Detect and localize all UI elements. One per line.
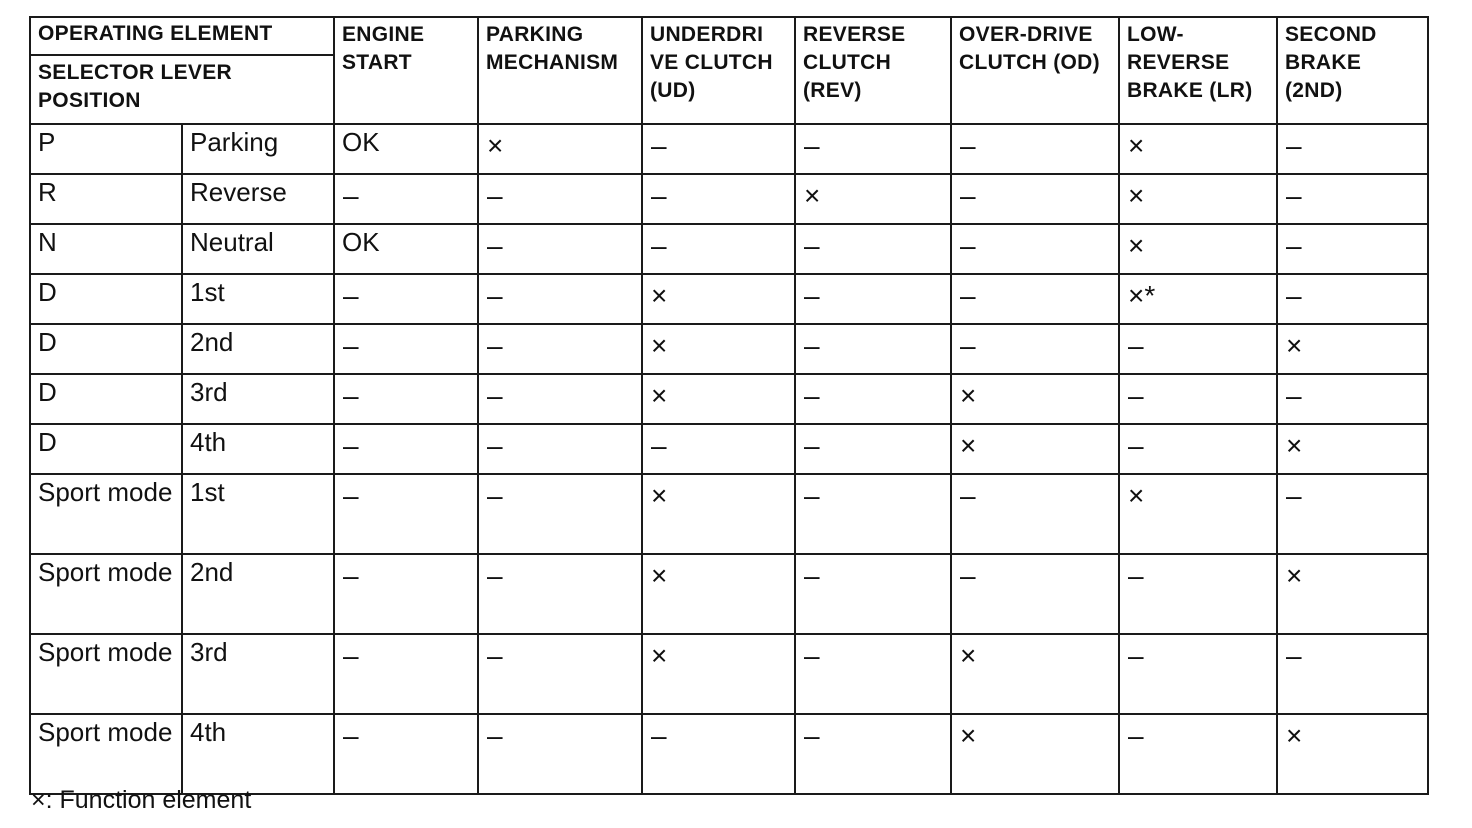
low-reverse-brake-cell: –: [1119, 374, 1277, 424]
table-row: [30, 554, 1428, 634]
header-second-brake: SECOND BRAKE (2ND): [1277, 17, 1428, 124]
table-row: [30, 274, 1428, 324]
gear-cell: Neutral: [182, 224, 334, 274]
underdrive-clutch-cell: ×: [642, 324, 795, 374]
selector-position-cell: N: [30, 224, 182, 274]
selector-position-cell: Sport mode: [30, 714, 182, 794]
table-body: [30, 124, 1428, 794]
underdrive-clutch-cell: –: [642, 714, 795, 794]
reverse-clutch-cell: –: [795, 374, 951, 424]
parking-mechanism-cell: –: [478, 714, 642, 794]
selector-position-cell: Sport mode: [30, 474, 182, 554]
overdrive-clutch-cell: –: [951, 324, 1119, 374]
reverse-clutch-cell: –: [795, 324, 951, 374]
engine-start-cell: OK: [334, 124, 478, 174]
low-reverse-brake-cell: ×: [1119, 174, 1277, 224]
low-reverse-brake-cell: ×*: [1119, 274, 1277, 324]
header-underdrive-clutch: UNDERDRI VE CLUTCH (UD): [642, 17, 795, 124]
low-reverse-brake-cell: ×: [1119, 474, 1277, 554]
underdrive-clutch-cell: –: [642, 174, 795, 224]
overdrive-clutch-cell: ×: [951, 634, 1119, 714]
header-parking-mechanism: PARKING MECHANISM: [478, 17, 642, 124]
overdrive-clutch-cell: –: [951, 124, 1119, 174]
underdrive-clutch-cell: ×: [642, 554, 795, 634]
second-brake-cell: –: [1277, 374, 1428, 424]
reverse-clutch-cell: –: [795, 224, 951, 274]
underdrive-clutch-cell: –: [642, 224, 795, 274]
parking-mechanism-cell: –: [478, 634, 642, 714]
low-reverse-brake-cell: –: [1119, 324, 1277, 374]
engine-start-cell: –: [334, 274, 478, 324]
low-reverse-brake-cell: –: [1119, 714, 1277, 794]
engine-start-cell: –: [334, 554, 478, 634]
table-row: [30, 374, 1428, 424]
reverse-clutch-cell: –: [795, 474, 951, 554]
second-brake-cell: –: [1277, 274, 1428, 324]
underdrive-clutch-cell: –: [642, 124, 795, 174]
low-reverse-brake-cell: –: [1119, 634, 1277, 714]
table-row: [30, 324, 1428, 374]
selector-position-cell: D: [30, 374, 182, 424]
table-row: [30, 224, 1428, 274]
engine-start-cell: –: [334, 374, 478, 424]
underdrive-clutch-cell: –: [642, 424, 795, 474]
second-brake-cell: ×: [1277, 424, 1428, 474]
gear-cell: 4th: [182, 424, 334, 474]
gear-cell: 1st: [182, 274, 334, 324]
gear-cell: 4th: [182, 714, 334, 794]
overdrive-clutch-cell: ×: [951, 374, 1119, 424]
engine-start-cell: –: [334, 424, 478, 474]
parking-mechanism-cell: –: [478, 174, 642, 224]
selector-position-cell: D: [30, 424, 182, 474]
engine-start-cell: –: [334, 634, 478, 714]
overdrive-clutch-cell: ×: [951, 424, 1119, 474]
header-engine-start: ENGINE START: [334, 17, 478, 124]
overdrive-clutch-cell: –: [951, 554, 1119, 634]
operating-element-table-wrapper: [29, 16, 1429, 795]
overdrive-clutch-cell: ×: [951, 714, 1119, 794]
gear-cell: 3rd: [182, 634, 334, 714]
second-brake-cell: ×: [1277, 554, 1428, 634]
selector-position-cell: P: [30, 124, 182, 174]
second-brake-cell: –: [1277, 124, 1428, 174]
parking-mechanism-cell: –: [478, 424, 642, 474]
reverse-clutch-cell: –: [795, 714, 951, 794]
parking-mechanism-cell: –: [478, 474, 642, 554]
engine-start-cell: –: [334, 174, 478, 224]
header-operating-element: OPERATING ELEMENT: [30, 17, 334, 55]
header-low-reverse-brake: LOW-REVERSE BRAKE (LR): [1119, 17, 1277, 124]
table-row: [30, 174, 1428, 224]
second-brake-cell: –: [1277, 634, 1428, 714]
parking-mechanism-cell: –: [478, 224, 642, 274]
reverse-clutch-cell: –: [795, 124, 951, 174]
gear-cell: Reverse: [182, 174, 334, 224]
reverse-clutch-cell: ×: [795, 174, 951, 224]
table-row: [30, 474, 1428, 554]
low-reverse-brake-cell: –: [1119, 554, 1277, 634]
parking-mechanism-cell: –: [478, 374, 642, 424]
selector-position-cell: R: [30, 174, 182, 224]
overdrive-clutch-cell: –: [951, 274, 1119, 324]
engine-start-cell: –: [334, 474, 478, 554]
selector-position-cell: Sport mode: [30, 554, 182, 634]
selector-position-cell: D: [30, 324, 182, 374]
reverse-clutch-cell: –: [795, 424, 951, 474]
operating-element-table: [29, 16, 1429, 795]
low-reverse-brake-cell: ×: [1119, 124, 1277, 174]
low-reverse-brake-cell: –: [1119, 424, 1277, 474]
selector-position-cell: D: [30, 274, 182, 324]
overdrive-clutch-cell: –: [951, 224, 1119, 274]
table-row: [30, 424, 1428, 474]
underdrive-clutch-cell: ×: [642, 274, 795, 324]
gear-cell: Parking: [182, 124, 334, 174]
underdrive-clutch-cell: ×: [642, 374, 795, 424]
gear-cell: 2nd: [182, 554, 334, 634]
header-row-top: [30, 17, 1428, 55]
reverse-clutch-cell: –: [795, 274, 951, 324]
overdrive-clutch-cell: –: [951, 474, 1119, 554]
reverse-clutch-cell: –: [795, 554, 951, 634]
table-row: [30, 124, 1428, 174]
engine-start-cell: –: [334, 324, 478, 374]
engine-start-cell: OK: [334, 224, 478, 274]
selector-position-cell: Sport mode: [30, 634, 182, 714]
second-brake-cell: –: [1277, 174, 1428, 224]
header-reverse-clutch: REVERSE CLUTCH (REV): [795, 17, 951, 124]
footnote-function-element: ×: Function element: [31, 786, 252, 814]
gear-cell: 1st: [182, 474, 334, 554]
header-overdrive-clutch: OVER-DRIVE CLUTCH (OD): [951, 17, 1119, 124]
underdrive-clutch-cell: ×: [642, 474, 795, 554]
table-row: [30, 634, 1428, 714]
second-brake-cell: –: [1277, 224, 1428, 274]
header-selector-lever-position: SELECTOR LEVER POSITION: [30, 55, 334, 124]
reverse-clutch-cell: –: [795, 634, 951, 714]
parking-mechanism-cell: –: [478, 554, 642, 634]
low-reverse-brake-cell: ×: [1119, 224, 1277, 274]
gear-cell: 2nd: [182, 324, 334, 374]
parking-mechanism-cell: ×: [478, 124, 642, 174]
overdrive-clutch-cell: –: [951, 174, 1119, 224]
engine-start-cell: –: [334, 714, 478, 794]
second-brake-cell: –: [1277, 474, 1428, 554]
parking-mechanism-cell: –: [478, 324, 642, 374]
gear-cell: 3rd: [182, 374, 334, 424]
underdrive-clutch-cell: ×: [642, 634, 795, 714]
parking-mechanism-cell: –: [478, 274, 642, 324]
second-brake-cell: ×: [1277, 324, 1428, 374]
second-brake-cell: ×: [1277, 714, 1428, 794]
table-row: [30, 714, 1428, 794]
